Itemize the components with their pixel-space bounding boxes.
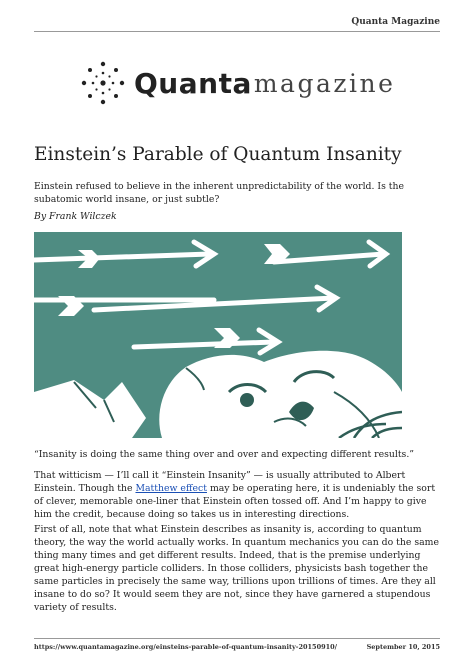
paragraph-2-before-link: That witticism — I’ll call it “Einstein Insanity” — is usually attributed to Albert Einstein. Though the xyxy=(34,470,406,494)
article-byline: By Frank Wilczek xyxy=(34,211,117,222)
footer-divider xyxy=(34,638,440,639)
article-paragraph-3: First of all, note that what Einstein describes as insanity is, according to quantum theory, the way the world actually works. In quantum mechanics you can do the same thing many times and get different results. Indeed, that is the premise underlying great high-energy particle colliders. In those colliders, physicists bash together the same particles in precisely the same way, trillions upon trillions of times. Are they all insane to do so? It would seem they are not, since they have garnered a stupendous variety of results. xyxy=(34,524,439,613)
article-title: Einstein’s Parable of Quantum Insanity xyxy=(34,144,402,165)
footer-date: September 10, 2015 xyxy=(366,643,440,651)
logo-word-magazine: magazine xyxy=(253,68,396,98)
paragraph-2-after-link: may be operating here, it is undeniably the sort of clever, memorable one-liner that Einstein often tossed off. And I’m happy to give him the credit, because doing so takes us in interesting directions. xyxy=(34,483,436,520)
header-divider xyxy=(34,31,440,32)
header-publication: Quanta Magazine xyxy=(351,17,440,27)
article-dek: Einstein refused to believe in the inherent unpredictability of the world. Is the subatomic world insane, or just subtle? xyxy=(34,181,405,205)
article-quote: “Insanity is doing the same thing over and over and expecting different results.” xyxy=(34,449,415,460)
quanta-logo[interactable] xyxy=(78,56,398,110)
footer-url: https://www.quantamagazine.org/einsteins-parable-of-quantum-insanity-20150910/ xyxy=(34,643,338,651)
logo-word-quanta: Quanta xyxy=(134,66,252,100)
arrows-and-face-illustration xyxy=(34,232,402,438)
dotted-atom-icon xyxy=(78,58,128,108)
matthew-effect-link[interactable]: Matthew effect xyxy=(135,483,207,494)
article-paragraph-2 xyxy=(34,469,444,521)
